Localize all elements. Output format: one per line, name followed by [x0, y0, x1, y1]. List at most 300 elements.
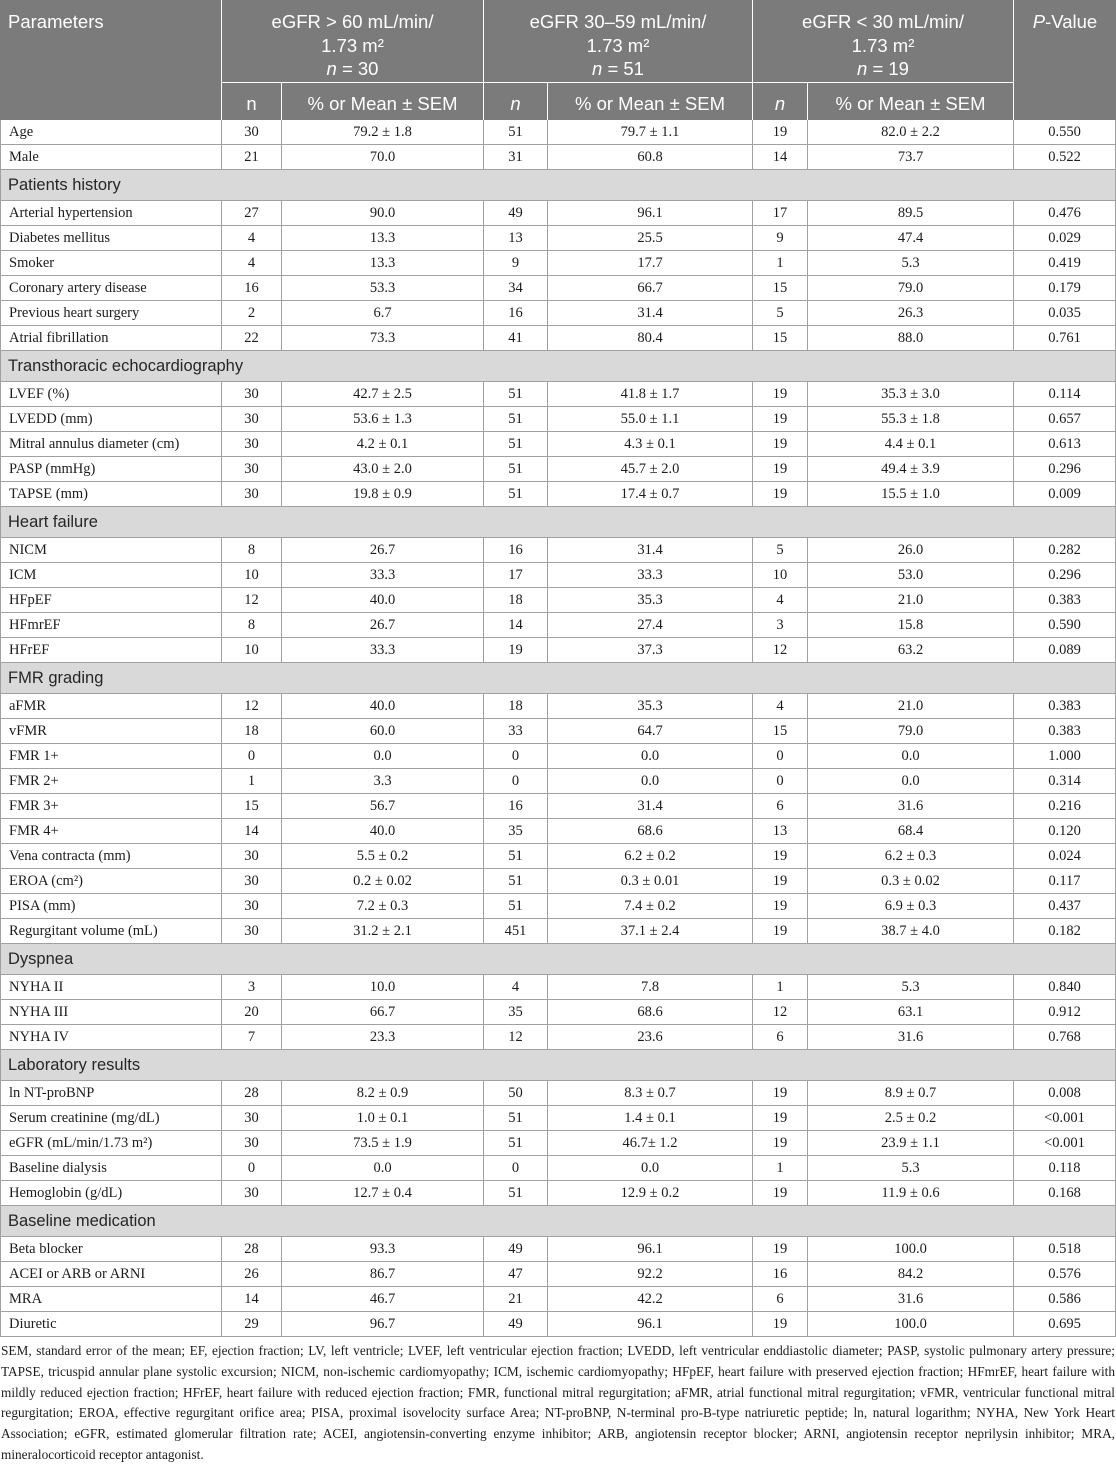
parameter-cell: ACEI or ARB or ARNI — [0, 1262, 222, 1286]
parameter-cell: Hemoglobin (g/dL) — [0, 1181, 222, 1205]
n-cell: 19 — [753, 1131, 808, 1155]
n-cell: 29 — [222, 1312, 282, 1336]
parameter-cell: Previous heart surgery — [0, 301, 222, 325]
parameter-cell: Diuretic — [0, 1312, 222, 1336]
percent-or-mean-cell: 56.7 — [282, 794, 484, 818]
percent-or-mean-cell: 23.3 — [282, 1025, 484, 1049]
percent-or-mean-cell: 15.8 — [808, 613, 1014, 637]
percent-or-mean-cell: 92.2 — [548, 1262, 753, 1286]
percent-or-mean-cell: 53.0 — [808, 563, 1014, 587]
n-cell: 5 — [753, 301, 808, 325]
percent-or-mean-cell: 5.3 — [808, 975, 1014, 999]
p-value-cell: 0.383 — [1014, 588, 1116, 612]
p-value-cell: 0.695 — [1014, 1312, 1116, 1336]
percent-or-mean-cell: 0.0 — [548, 769, 753, 793]
n-cell: 0 — [222, 1156, 282, 1180]
section-title: Baseline medication — [8, 1212, 156, 1230]
n-cell: 16 — [222, 276, 282, 300]
n-cell: 13 — [484, 226, 548, 250]
table-row — [0, 251, 1116, 276]
p-value-cell: 0.008 — [1014, 1081, 1116, 1105]
percent-or-mean-cell: 31.4 — [548, 794, 753, 818]
p-value-cell: 0.419 — [1014, 251, 1116, 275]
n-cell: 30 — [222, 120, 282, 144]
n-cell: 19 — [753, 1081, 808, 1105]
parameter-cell: HFpEF — [0, 588, 222, 612]
n-cell: 30 — [222, 482, 282, 506]
p-value-cell: 0.518 — [1014, 1237, 1116, 1261]
table-row — [0, 1312, 1116, 1337]
n-cell: 17 — [753, 201, 808, 225]
parameters-column-header — [0, 0, 222, 120]
mean-sem-subheader: % or Mean ± SEM — [282, 83, 484, 120]
table-row — [0, 769, 1116, 794]
p-value-cell: 0.314 — [1014, 769, 1116, 793]
percent-or-mean-cell: 5.5 ± 0.2 — [282, 844, 484, 868]
n-cell: 51 — [484, 120, 548, 144]
n-cell: 51 — [484, 457, 548, 481]
n-cell: 12 — [222, 694, 282, 718]
percent-or-mean-cell: 17.4 ± 0.7 — [548, 482, 753, 506]
parameter-cell: FMR 3+ — [0, 794, 222, 818]
n-cell: 5 — [753, 538, 808, 562]
n-cell: 21 — [222, 145, 282, 169]
n-cell: 22 — [222, 326, 282, 350]
mean-sem-subheader: % or Mean ± SEM — [808, 83, 1014, 120]
percent-or-mean-cell: 53.3 — [282, 276, 484, 300]
n-cell: 51 — [484, 382, 548, 406]
table-row — [0, 975, 1116, 1000]
n-cell: 3 — [222, 975, 282, 999]
percent-or-mean-cell: 23.6 — [548, 1025, 753, 1049]
percent-or-mean-cell: 1.4 ± 0.1 — [548, 1106, 753, 1130]
table-row — [0, 719, 1116, 744]
percent-or-mean-cell: 43.0 ± 2.0 — [282, 457, 484, 481]
n-cell: 17 — [484, 563, 548, 587]
n-cell: 34 — [484, 276, 548, 300]
p-value-cell: 0.182 — [1014, 919, 1116, 943]
group-count — [222, 57, 483, 81]
group-label-line: eGFR > 60 mL/min/ — [271, 11, 434, 32]
p-value-cell: 0.437 — [1014, 894, 1116, 918]
p-value-cell: 0.840 — [1014, 975, 1116, 999]
parameter-cell: Male — [0, 145, 222, 169]
section-header-row — [0, 170, 1116, 201]
percent-or-mean-cell: 13.3 — [282, 251, 484, 275]
p-value-cell: 0.383 — [1014, 694, 1116, 718]
percent-or-mean-cell: 86.7 — [282, 1262, 484, 1286]
n-cell: 0 — [222, 744, 282, 768]
parameter-cell: Vena contracta (mm) — [0, 844, 222, 868]
percent-or-mean-cell: 63.2 — [808, 638, 1014, 662]
n-cell: 12 — [753, 1000, 808, 1024]
p-value-cell: 0.179 — [1014, 276, 1116, 300]
percent-or-mean-cell: 26.0 — [808, 538, 1014, 562]
percent-or-mean-cell: 96.1 — [548, 1237, 753, 1261]
n-cell: 35 — [484, 819, 548, 843]
percent-or-mean-cell: 79.2 ± 1.8 — [282, 120, 484, 144]
section-header-row — [0, 1206, 1116, 1237]
n-symbol: n — [592, 58, 603, 79]
percent-or-mean-cell: 60.0 — [282, 719, 484, 743]
p-symbol: P — [1032, 11, 1046, 32]
table-row — [0, 1181, 1116, 1206]
section-header-row — [0, 663, 1116, 694]
group-label-line: 1.73 m² — [586, 34, 650, 56]
n-cell: 1 — [753, 975, 808, 999]
parameter-cell: FMR 1+ — [0, 744, 222, 768]
n-subheader: n — [753, 83, 808, 120]
percent-or-mean-cell: 7.8 — [548, 975, 753, 999]
percent-or-mean-cell: 8.2 ± 0.9 — [282, 1081, 484, 1105]
parameter-cell: Coronary artery disease — [0, 276, 222, 300]
n-cell: 10 — [222, 563, 282, 587]
table-row — [0, 1000, 1116, 1025]
parameter-cell: Age — [0, 120, 222, 144]
percent-or-mean-cell: 21.0 — [808, 588, 1014, 612]
n-cell: 19 — [753, 382, 808, 406]
table-row — [0, 794, 1116, 819]
n-cell: 20 — [222, 1000, 282, 1024]
n-cell: 49 — [484, 201, 548, 225]
percent-or-mean-cell: 26.7 — [282, 538, 484, 562]
n-cell: 4 — [753, 694, 808, 718]
section-header-row — [0, 507, 1116, 538]
percent-or-mean-cell: 31.6 — [808, 1287, 1014, 1311]
p-value-cell: 0.761 — [1014, 326, 1116, 350]
n-cell: 12 — [753, 638, 808, 662]
n-cell: 30 — [222, 1181, 282, 1205]
section-title: Dyspnea — [8, 950, 74, 968]
parameter-cell: MRA — [0, 1287, 222, 1311]
n-cell: 4 — [753, 588, 808, 612]
percent-or-mean-cell: 73.5 ± 1.9 — [282, 1131, 484, 1155]
percent-or-mean-cell: 4.2 ± 0.1 — [282, 432, 484, 456]
n-cell: 19 — [753, 482, 808, 506]
n-cell: 21 — [484, 1287, 548, 1311]
n-cell: 51 — [484, 1106, 548, 1130]
percent-or-mean-cell: 47.4 — [808, 226, 1014, 250]
table-row — [0, 276, 1116, 301]
percent-or-mean-cell: 0.0 — [548, 744, 753, 768]
percent-or-mean-cell: 33.3 — [282, 563, 484, 587]
n-cell: 41 — [484, 326, 548, 350]
n-cell: 1 — [753, 251, 808, 275]
parameter-cell: LVEF (%) — [0, 382, 222, 406]
percent-or-mean-cell: 31.4 — [548, 538, 753, 562]
percent-or-mean-cell: 26.7 — [282, 613, 484, 637]
table-row — [0, 638, 1116, 663]
n-cell: 10 — [222, 638, 282, 662]
p-value-column-header — [1014, 0, 1116, 120]
table-row — [0, 1287, 1116, 1312]
percent-or-mean-cell: 19.8 ± 0.9 — [282, 482, 484, 506]
n-cell: 51 — [484, 407, 548, 431]
p-value-cell: 0.657 — [1014, 407, 1116, 431]
parameter-cell: PISA (mm) — [0, 894, 222, 918]
percent-or-mean-cell: 55.3 ± 1.8 — [808, 407, 1014, 431]
n-cell: 0 — [484, 769, 548, 793]
parameter-cell: vFMR — [0, 719, 222, 743]
n-cell: 6 — [753, 794, 808, 818]
parameter-cell: Smoker — [0, 251, 222, 275]
parameter-cell: Arterial hypertension — [0, 201, 222, 225]
table-body — [0, 120, 1116, 1337]
percent-or-mean-cell: 88.0 — [808, 326, 1014, 350]
section-title: Transthoracic echocardiography — [8, 357, 244, 375]
percent-or-mean-cell: 38.7 ± 4.0 — [808, 919, 1014, 943]
egfr-below-30-column-header — [753, 0, 1014, 83]
n-cell: 26 — [222, 1262, 282, 1286]
p-value-cell: 0.296 — [1014, 457, 1116, 481]
percent-or-mean-cell: 0.0 — [282, 744, 484, 768]
section-title: Heart failure — [8, 513, 98, 531]
n-cell: 15 — [753, 719, 808, 743]
n-cell: 31 — [484, 145, 548, 169]
n-count: = 19 — [872, 58, 909, 79]
table-row — [0, 145, 1116, 170]
n-cell: 19 — [753, 869, 808, 893]
group-label-line: 1.73 m² — [321, 34, 384, 56]
n-cell: 51 — [484, 1131, 548, 1155]
n-cell: 18 — [484, 694, 548, 718]
n-cell: 9 — [484, 251, 548, 275]
parameter-cell: Beta blocker — [0, 1237, 222, 1261]
parameter-cell: aFMR — [0, 694, 222, 718]
p-value-label: -Value — [1045, 11, 1098, 32]
parameter-cell: ICM — [0, 563, 222, 587]
percent-or-mean-cell: 33.3 — [548, 563, 753, 587]
percent-or-mean-cell: 8.9 ± 0.7 — [808, 1081, 1014, 1105]
group-label-line: eGFR < 30 mL/min/ — [802, 11, 964, 32]
percent-or-mean-cell: 5.3 — [808, 251, 1014, 275]
n-cell: 27 — [222, 201, 282, 225]
percent-or-mean-cell: 79.0 — [808, 719, 1014, 743]
parameter-cell: ln NT-proBNP — [0, 1081, 222, 1105]
percent-or-mean-cell: 13.3 — [282, 226, 484, 250]
n-cell: 51 — [484, 844, 548, 868]
percent-or-mean-cell: 37.1 ± 2.4 — [548, 919, 753, 943]
parameter-cell: FMR 4+ — [0, 819, 222, 843]
n-cell: 30 — [222, 432, 282, 456]
group-count — [753, 57, 1013, 81]
percent-or-mean-cell: 63.1 — [808, 1000, 1014, 1024]
parameter-cell: HFmrEF — [0, 613, 222, 637]
percent-or-mean-cell: 45.7 ± 2.0 — [548, 457, 753, 481]
percent-or-mean-cell: 73.7 — [808, 145, 1014, 169]
percent-or-mean-cell: 84.2 — [808, 1262, 1014, 1286]
n-cell: 51 — [484, 432, 548, 456]
n-cell: 51 — [484, 894, 548, 918]
n-cell: 30 — [222, 894, 282, 918]
n-cell: 4 — [484, 975, 548, 999]
percent-or-mean-cell: 26.3 — [808, 301, 1014, 325]
egfr-30-59-column-header — [484, 0, 753, 83]
percent-or-mean-cell: 70.0 — [282, 145, 484, 169]
percent-or-mean-cell: 96.1 — [548, 1312, 753, 1336]
n-cell: 8 — [222, 613, 282, 637]
parameter-cell: NYHA III — [0, 1000, 222, 1024]
table-row — [0, 1131, 1116, 1156]
table-row — [0, 894, 1116, 919]
n-cell: 15 — [753, 276, 808, 300]
percent-or-mean-cell: 0.0 — [808, 744, 1014, 768]
percent-or-mean-cell: 0.2 ± 0.02 — [282, 869, 484, 893]
p-value-cell: 0.522 — [1014, 145, 1116, 169]
percent-or-mean-cell: 17.7 — [548, 251, 753, 275]
parameter-cell: Atrial fibrillation — [0, 326, 222, 350]
table-row — [0, 226, 1116, 251]
p-value-cell: 0.009 — [1014, 482, 1116, 506]
n-cell: 4 — [222, 251, 282, 275]
parameter-cell: Regurgitant volume (mL) — [0, 919, 222, 943]
n-subheader: n — [222, 83, 282, 120]
percent-or-mean-cell: 64.7 — [548, 719, 753, 743]
n-cell: 14 — [222, 819, 282, 843]
parameter-cell: HFrEF — [0, 638, 222, 662]
percent-or-mean-cell: 35.3 — [548, 694, 753, 718]
percent-or-mean-cell: 68.6 — [548, 1000, 753, 1024]
n-cell: 9 — [753, 226, 808, 250]
parameter-cell: eGFR (mL/min/1.73 m²) — [0, 1131, 222, 1155]
n-cell: 4 — [222, 226, 282, 250]
group-count — [484, 57, 752, 81]
n-cell: 30 — [222, 1131, 282, 1155]
n-cell: 30 — [222, 919, 282, 943]
p-value-cell: 0.168 — [1014, 1181, 1116, 1205]
n-cell: 14 — [484, 613, 548, 637]
p-value-cell: 0.114 — [1014, 382, 1116, 406]
percent-or-mean-cell: 73.3 — [282, 326, 484, 350]
percent-or-mean-cell: 68.4 — [808, 819, 1014, 843]
table-row — [0, 407, 1116, 432]
p-value-cell: 0.216 — [1014, 794, 1116, 818]
n-cell: 49 — [484, 1237, 548, 1261]
n-cell: 30 — [222, 869, 282, 893]
table-row — [0, 201, 1116, 226]
percent-or-mean-cell: 46.7 — [282, 1287, 484, 1311]
table-row — [0, 613, 1116, 638]
table-row — [0, 819, 1116, 844]
n-cell: 30 — [222, 382, 282, 406]
percent-or-mean-cell: 40.0 — [282, 694, 484, 718]
n-cell: 13 — [753, 819, 808, 843]
percent-or-mean-cell: 66.7 — [282, 1000, 484, 1024]
n-cell: 14 — [753, 145, 808, 169]
n-cell: 30 — [222, 844, 282, 868]
n-cell: 16 — [753, 1262, 808, 1286]
n-cell: 30 — [222, 407, 282, 431]
p-value-cell: 0.576 — [1014, 1262, 1116, 1286]
percent-or-mean-cell: 68.6 — [548, 819, 753, 843]
p-value-cell: 0.613 — [1014, 432, 1116, 456]
percent-or-mean-cell: 35.3 — [548, 588, 753, 612]
n-cell: 7 — [222, 1025, 282, 1049]
n-cell: 33 — [484, 719, 548, 743]
p-value-cell: 0.118 — [1014, 1156, 1116, 1180]
p-value-cell: 0.476 — [1014, 201, 1116, 225]
percent-or-mean-cell: 25.5 — [548, 226, 753, 250]
percent-or-mean-cell: 15.5 ± 1.0 — [808, 482, 1014, 506]
p-value-cell: <0.001 — [1014, 1106, 1116, 1130]
parameter-cell: NYHA II — [0, 975, 222, 999]
percent-or-mean-cell: 79.0 — [808, 276, 1014, 300]
table-row — [0, 694, 1116, 719]
percent-or-mean-cell: 31.6 — [808, 1025, 1014, 1049]
n-cell: 51 — [484, 482, 548, 506]
percent-or-mean-cell: 80.4 — [548, 326, 753, 350]
parameter-cell: Mitral annulus diameter (cm) — [0, 432, 222, 456]
percent-or-mean-cell: 53.6 ± 1.3 — [282, 407, 484, 431]
section-title: FMR grading — [8, 669, 104, 687]
percent-or-mean-cell: 41.8 ± 1.7 — [548, 382, 753, 406]
percent-or-mean-cell: 7.2 ± 0.3 — [282, 894, 484, 918]
percent-or-mean-cell: 4.3 ± 0.1 — [548, 432, 753, 456]
percent-or-mean-cell: 11.9 ± 0.6 — [808, 1181, 1014, 1205]
n-cell: 19 — [753, 919, 808, 943]
section-header-row — [0, 351, 1116, 382]
p-value-cell: 0.590 — [1014, 613, 1116, 637]
table-row — [0, 844, 1116, 869]
p-value-cell: 0.024 — [1014, 844, 1116, 868]
percent-or-mean-cell: 8.3 ± 0.7 — [548, 1081, 753, 1105]
table-row — [0, 326, 1116, 351]
percent-or-mean-cell: 6.2 ± 0.2 — [548, 844, 753, 868]
percent-or-mean-cell: 90.0 — [282, 201, 484, 225]
n-cell: 30 — [222, 457, 282, 481]
n-cell: 30 — [222, 1106, 282, 1130]
percent-or-mean-cell: 37.3 — [548, 638, 753, 662]
p-value-cell: 0.383 — [1014, 719, 1116, 743]
table-row — [0, 382, 1116, 407]
n-cell: 19 — [753, 844, 808, 868]
p-value-cell: 0.089 — [1014, 638, 1116, 662]
percent-or-mean-cell: 82.0 ± 2.2 — [808, 120, 1014, 144]
table-row — [0, 744, 1116, 769]
p-value-cell: 0.282 — [1014, 538, 1116, 562]
n-cell: 1 — [753, 1156, 808, 1180]
n-cell: 19 — [484, 638, 548, 662]
table-row — [0, 588, 1116, 613]
section-header-row — [0, 1050, 1116, 1081]
n-cell: 0 — [484, 744, 548, 768]
n-cell: 19 — [753, 1181, 808, 1205]
table-row — [0, 1025, 1116, 1050]
percent-or-mean-cell: 0.0 — [282, 1156, 484, 1180]
n-cell: 15 — [222, 794, 282, 818]
percent-or-mean-cell: 27.4 — [548, 613, 753, 637]
table-row — [0, 457, 1116, 482]
table-row — [0, 563, 1116, 588]
parameter-cell: EROA (cm²) — [0, 869, 222, 893]
percent-or-mean-cell: 35.3 ± 3.0 — [808, 382, 1014, 406]
section-title: Patients history — [8, 176, 121, 194]
percent-or-mean-cell: 0.3 ± 0.02 — [808, 869, 1014, 893]
n-cell: 19 — [753, 120, 808, 144]
table-row — [0, 1081, 1116, 1106]
n-cell: 3 — [753, 613, 808, 637]
n-cell: 12 — [222, 588, 282, 612]
table-row — [0, 432, 1116, 457]
n-cell: 51 — [484, 869, 548, 893]
n-cell: 16 — [484, 794, 548, 818]
n-cell: 49 — [484, 1312, 548, 1336]
group-label-line: eGFR 30–59 mL/min/ — [529, 11, 707, 32]
n-cell: 19 — [753, 1106, 808, 1130]
p-value-cell: 0.912 — [1014, 1000, 1116, 1024]
p-value-cell: 0.550 — [1014, 120, 1116, 144]
percent-or-mean-cell: 7.4 ± 0.2 — [548, 894, 753, 918]
